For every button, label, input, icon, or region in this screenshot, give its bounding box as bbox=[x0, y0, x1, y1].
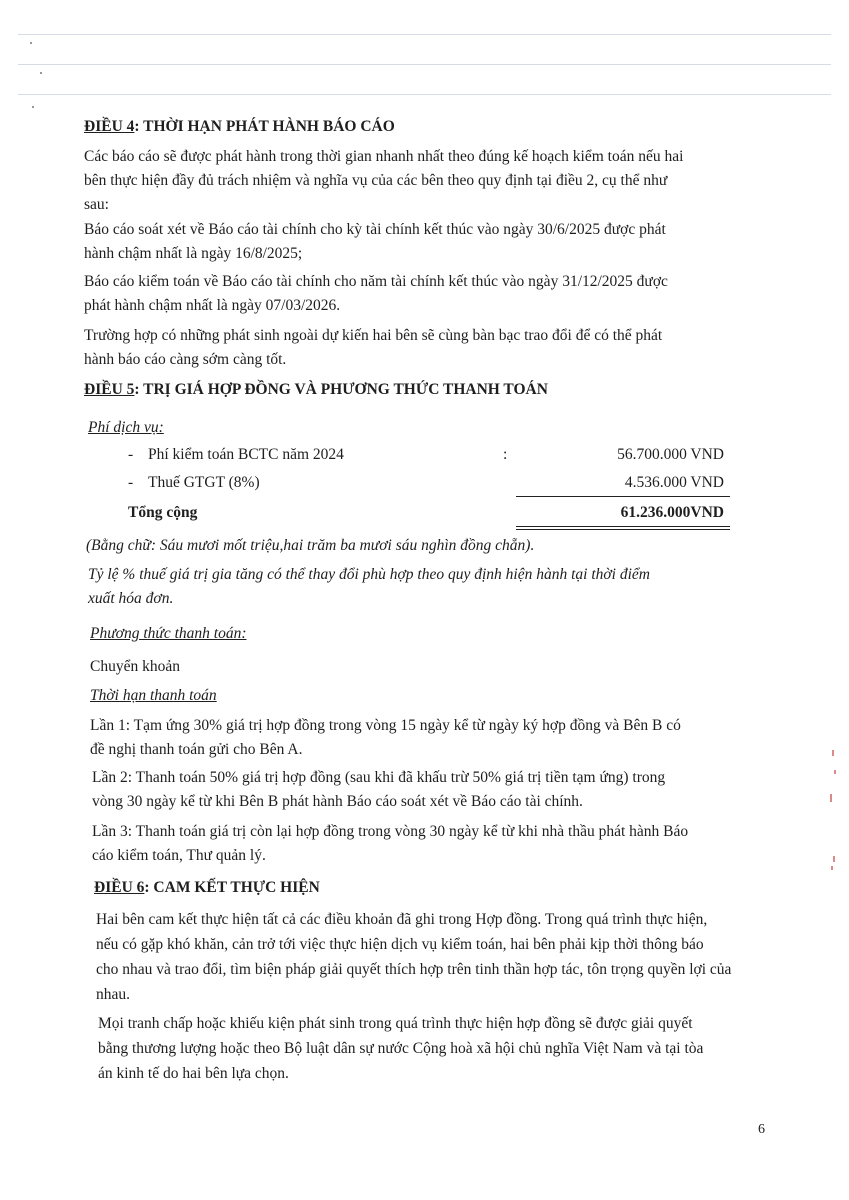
article5-number: ĐIỀU 5 bbox=[84, 381, 135, 398]
subtotal-rule bbox=[516, 496, 730, 497]
amount-in-words: (Bằng chữ: Sáu mươi mốt triệu,hai trăm ba mươi sáu nghìn đồng chẵn). bbox=[86, 537, 535, 554]
article4-para3-line1: Báo cáo kiểm toán về Báo cáo tài chính cho năm tài chính kết thúc vào ngày 31/12/2025 được bbox=[84, 273, 668, 290]
article6-para2-line2: bằng thương lượng hoặc theo Bộ luật dân sự nước Cộng hoà xã hội chủ nghĩa Việt Nam và tại tòa bbox=[98, 1040, 704, 1057]
scan-speck bbox=[40, 72, 42, 74]
article5-title: : TRỊ GIÁ HỢP ĐỒNG VÀ PHƯƠNG THỨC THANH TOÁN bbox=[134, 381, 548, 398]
article6-para1-line3: cho nhau và trao đổi, tìm biện pháp giải quyết thích hợp trên tinh thần hợp tác, tôn trọng quyền lợi của bbox=[96, 961, 732, 978]
article4-para4-line1: Trường hợp có những phát sinh ngoài dự kiến hai bên sẽ cùng bàn bạc trao đổi để có thể phát bbox=[84, 327, 663, 344]
total-rule bbox=[516, 526, 730, 527]
fee-amount: 4.536.000 VND bbox=[624, 474, 724, 491]
article6-para2-line1: Mọi tranh chấp hoặc khiếu kiện phát sinh trong quá trình thực hiện hợp đồng sẽ được giải quyết bbox=[98, 1015, 693, 1032]
payment-term-label: Thời hạn thanh toán bbox=[90, 687, 217, 704]
margin-mark bbox=[830, 794, 832, 802]
scan-line bbox=[18, 94, 831, 95]
service-fee-label: Phí dịch vụ: bbox=[88, 419, 164, 436]
article4-para3-line2: phát hành chậm nhất là ngày 07/03/2026. bbox=[84, 297, 341, 314]
article6-heading bbox=[94, 876, 320, 900]
installment2-line2: vòng 30 ngày kể từ khi Bên B phát hành Báo cáo soát xét về Báo cáo tài chính. bbox=[92, 793, 583, 810]
fee-amount: 56.700.000 VND bbox=[617, 446, 724, 463]
scan-line bbox=[18, 64, 831, 65]
margin-mark bbox=[834, 770, 836, 774]
article4-number: ĐIỀU 4 bbox=[84, 118, 135, 135]
fee-label: Thuế GTGT (8%) bbox=[148, 474, 260, 491]
article6-title: : CAM KẾT THỰC HIỆN bbox=[144, 879, 320, 896]
article6-para1-line4: nhau. bbox=[96, 986, 131, 1003]
installment1-line2: đề nghị thanh toán gửi cho Bên A. bbox=[90, 741, 303, 758]
article6-para1-line2: nếu có gặp khó khăn, cản trở tới việc thực hiện dịch vụ kiểm toán, hai bên phải kịp thời thông báo bbox=[96, 936, 704, 953]
article4-para1-line1: Các báo cáo sẽ được phát hành trong thời gian nhanh nhất theo đúng kế hoạch kiểm toán nếu hai bbox=[84, 148, 684, 165]
article4-para4-line2: hành báo cáo càng sớm càng tốt. bbox=[84, 351, 287, 368]
total-amount: 61.236.000VND bbox=[620, 504, 724, 521]
vat-note-line1: Tỷ lệ % thuế giá trị gia tăng có thể thay đổi phù hợp theo quy định hiện hành tại thời điểm bbox=[88, 566, 650, 583]
article6-para2-line3: án kinh tế do hai bên lựa chọn. bbox=[98, 1065, 289, 1082]
article6-para1-line1: Hai bên cam kết thực hiện tất cả các điều khoản đã ghi trong Hợp đồng. Trong quá trình thực hiện, bbox=[96, 911, 708, 928]
article4-heading bbox=[84, 115, 395, 139]
margin-mark bbox=[831, 866, 833, 870]
scan-speck bbox=[30, 42, 32, 44]
article5-heading bbox=[84, 378, 548, 402]
fee-dash: - bbox=[128, 474, 134, 491]
vat-note-line2: xuất hóa đơn. bbox=[88, 590, 174, 607]
total-double-rule bbox=[516, 529, 730, 530]
margin-mark bbox=[833, 856, 835, 862]
installment2-line1: Lần 2: Thanh toán 50% giá trị hợp đồng (sau khi đã khấu trừ 50% giá trị tiền tạm ứng) trong bbox=[92, 769, 666, 786]
scan-speck bbox=[32, 106, 34, 108]
fee-label: Phí kiểm toán BCTC năm 2024 bbox=[148, 446, 344, 463]
article4-para2-line1: Báo cáo soát xét về Báo cáo tài chính cho kỳ tài chính kết thúc vào ngày 30/6/2025 được phát bbox=[84, 221, 666, 238]
installment1-line1: Lần 1: Tạm ứng 30% giá trị hợp đồng trong vòng 15 ngày kể từ ngày ký hợp đồng và Bên B có bbox=[90, 717, 681, 734]
article4-title: : THỜI HẠN PHÁT HÀNH BÁO CÁO bbox=[134, 118, 395, 135]
installment3-line1: Lần 3: Thanh toán giá trị còn lại hợp đồng trong vòng 30 ngày kể từ khi nhà thầu phát hành Báo bbox=[92, 823, 689, 840]
payment-method-value: Chuyển khoản bbox=[90, 658, 180, 675]
total-label: Tổng cộng bbox=[128, 504, 198, 521]
scan-line bbox=[18, 34, 831, 35]
article4-para2-line2: hành chậm nhất là ngày 16/8/2025; bbox=[84, 245, 303, 262]
fee-dash: - bbox=[128, 446, 134, 463]
installment3-line2: cáo kiểm toán, Thư quản lý. bbox=[92, 847, 266, 864]
article4-para1-line2: bên thực hiện đầy đủ trách nhiệm và nghĩa vụ của các bên theo quy định tại điều 2, cụ thể như bbox=[84, 172, 668, 189]
article6-number: ĐIỀU 6 bbox=[94, 879, 145, 896]
margin-mark bbox=[832, 750, 834, 756]
fee-colon: : bbox=[503, 446, 508, 463]
page-number: 6 bbox=[758, 1122, 765, 1137]
payment-method-label: Phương thức thanh toán: bbox=[90, 625, 247, 642]
article4-para1-line3: sau: bbox=[84, 196, 109, 213]
